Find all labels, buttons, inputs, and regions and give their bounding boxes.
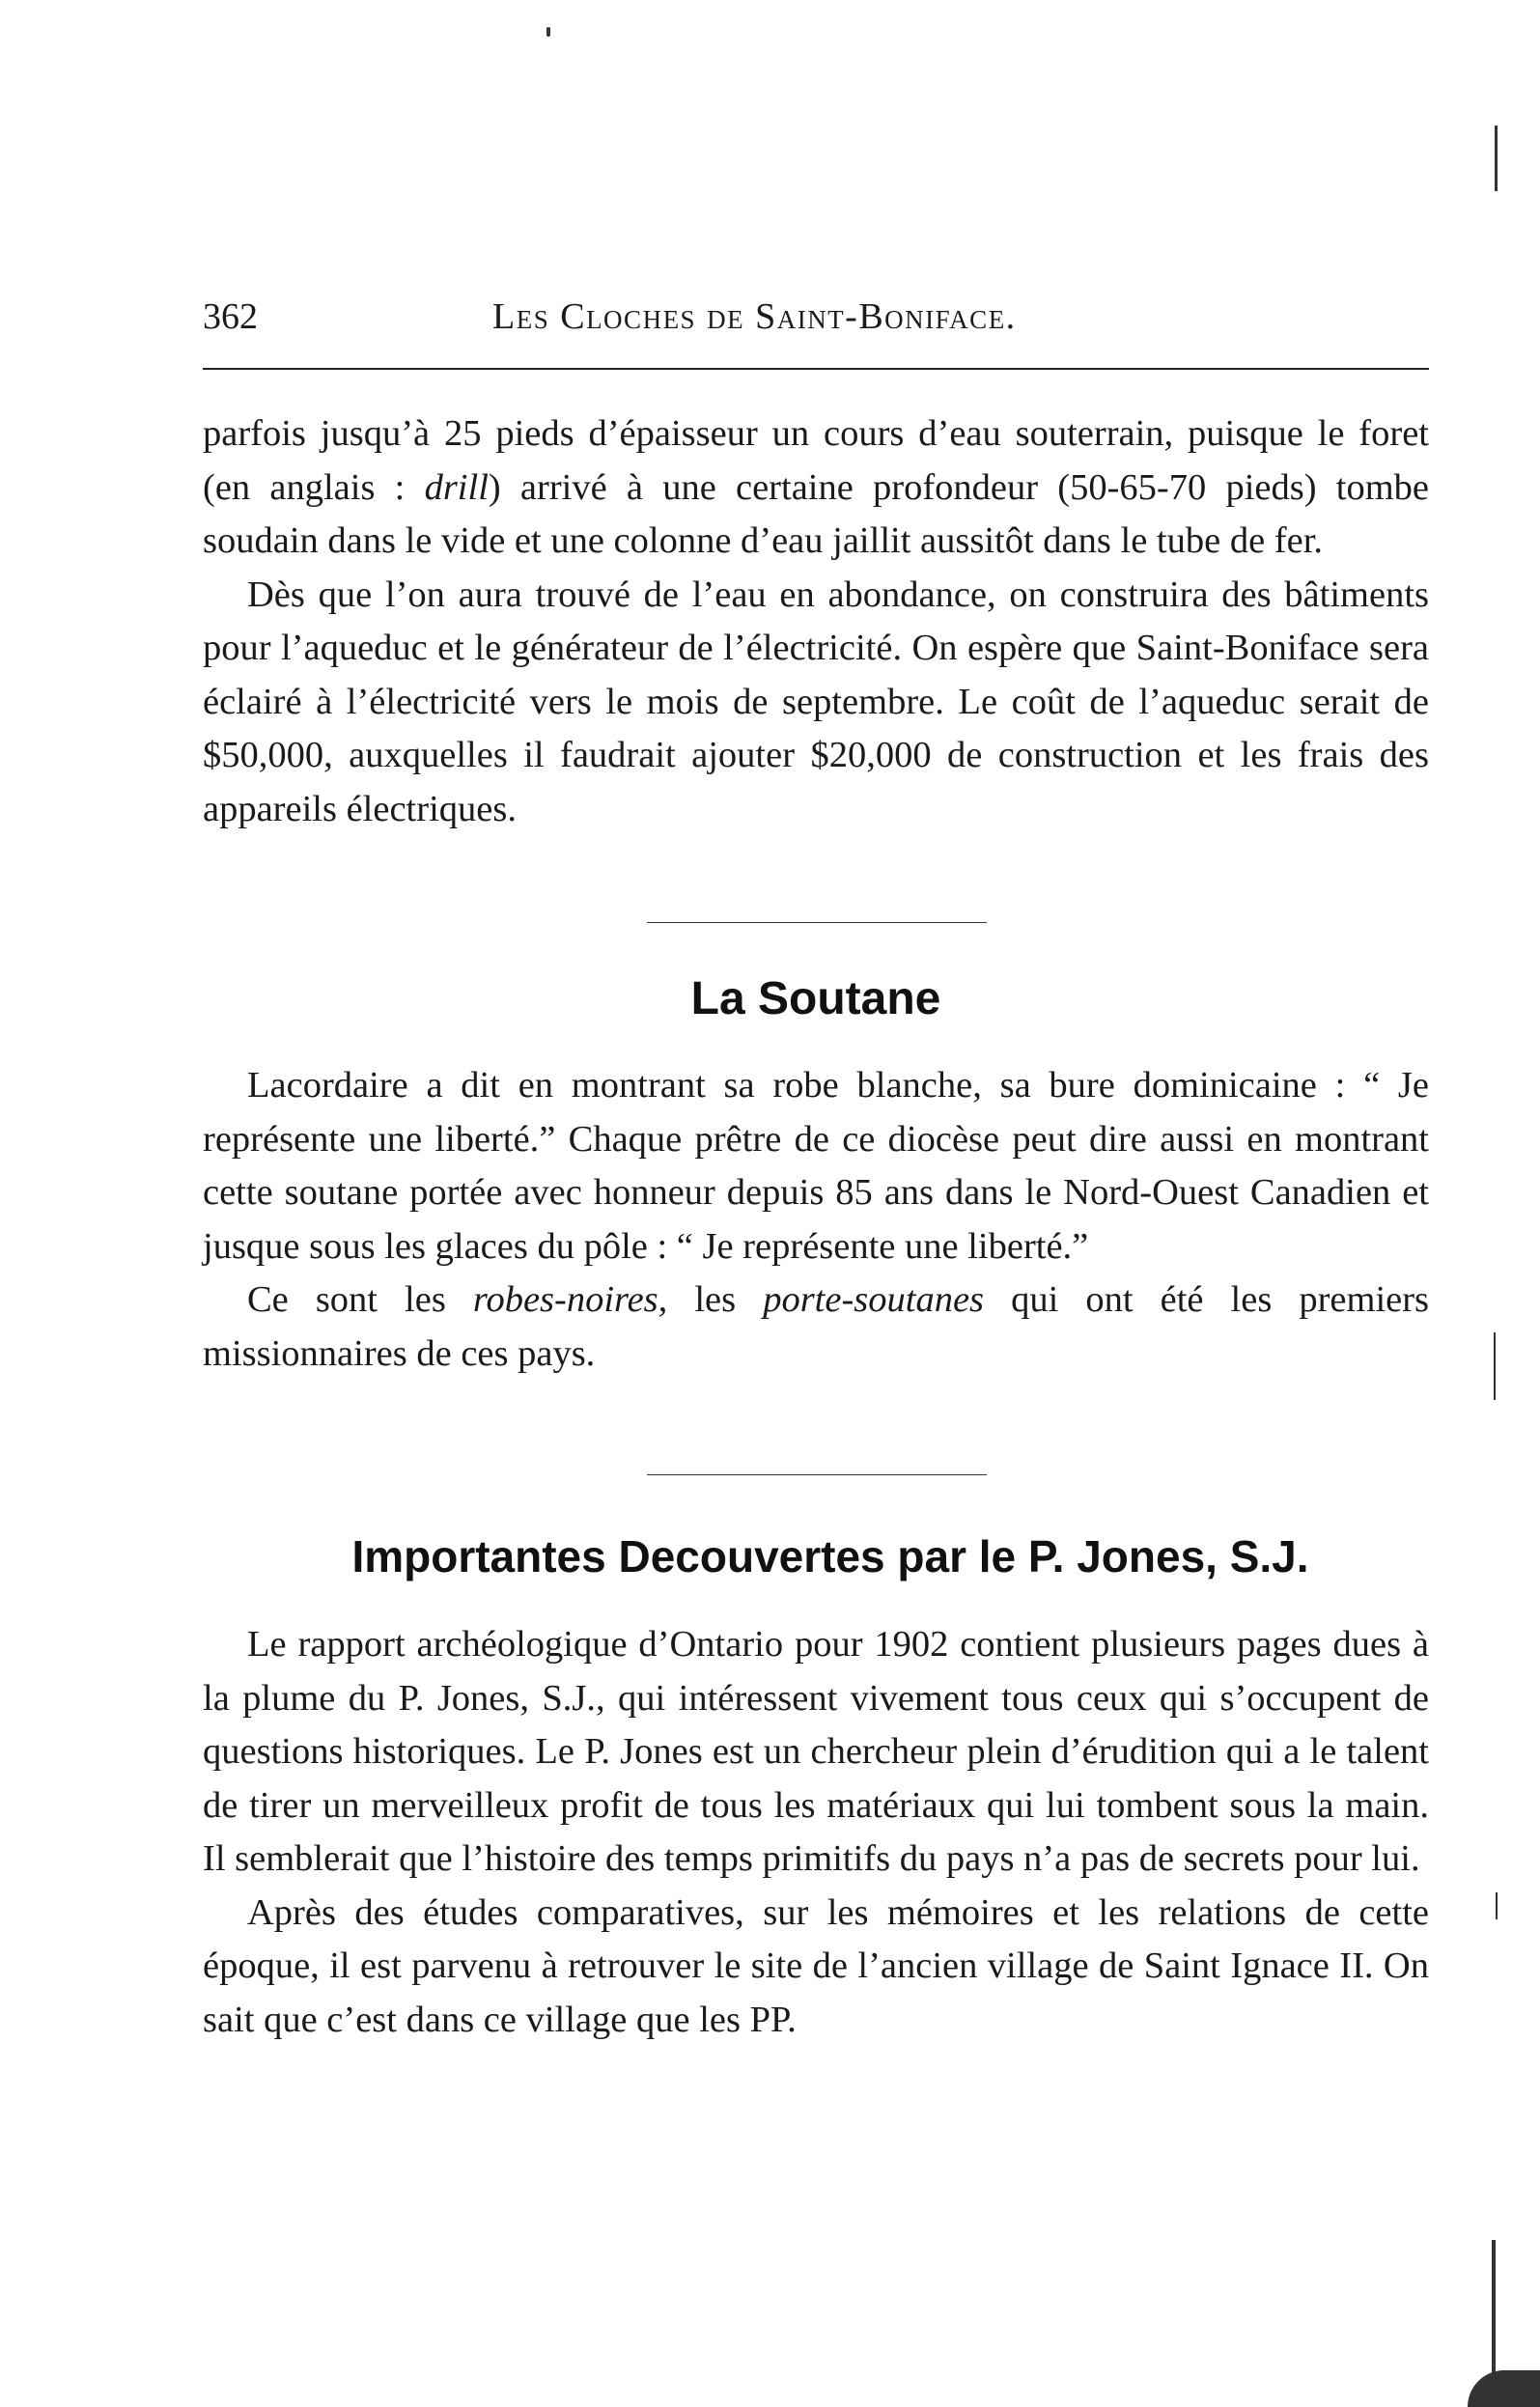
italic-term: robes-noires, <box>472 1279 668 1320</box>
paragraph-text: qui ont été les premiers missionnaires de ces pays. <box>203 1279 1430 1374</box>
paragraph-text: ) arrivé à une certaine profondeur (50-65-70 pieds) tombe soudain dans le vide et une colonne d’eau jaillit aussitôt dans le tube de fer. <box>203 466 1429 561</box>
scan-mark <box>1494 1332 1496 1400</box>
section-heading-soutane: La Soutane <box>690 973 941 1024</box>
section-divider <box>647 1474 987 1475</box>
paragraph-text: les <box>694 1279 737 1320</box>
section-divider <box>647 922 987 923</box>
scan-mark <box>1468 2370 1540 2407</box>
page-header <box>203 288 1429 346</box>
paragraph: Lacordaire a dit en montrant sa robe blanche, sa bure dominicaine : “ Je représente une liberté.” Chaque prêtre de ce diocèse peut dire aussi en montrant cette soutane portée avec honneur depuis 85 ans dans le Nord-Ouest Canadien et jusque sous les glaces du pôle : “ Je représente une liberté.” <box>203 1065 1429 1267</box>
text-block-aqueduct <box>203 407 1429 836</box>
scan-mark <box>1495 126 1498 191</box>
italic-term: porte-soutanes <box>763 1279 985 1320</box>
page-number: 362 <box>203 296 258 337</box>
text-block-soutane <box>203 1059 1429 1381</box>
paragraph: Après des études comparatives, sur les mémoires et les relations de cette époque, il est parvenu à retrouver le site de l’ancien village de Saint Ignace II. On sait que c’est dans ce village que les PP. <box>203 1891 1429 2040</box>
running-title: Les Cloches de Saint-Boniface. <box>492 296 1017 337</box>
paragraph: Le rapport archéologique d’Ontario pour 1902 contient plusieurs pages dues à la plume du P. Jones, S.J., qui intéressent vivement tous ceux qui s’occupent de questions historiques. Le P. Jones est un chercheur plein d’érudition qui a le talent de tirer un merveilleux profit de tous les matériaux qui lui tombent sous la main. Il semblerait que l’histoire des temps primitifs du pays n’a pas de secrets pour lui. <box>203 1624 1429 1879</box>
italic-term: drill <box>424 466 489 508</box>
scan-mark <box>546 27 550 37</box>
paragraph <box>203 407 1429 569</box>
scan-mark <box>1496 1892 1498 1919</box>
paragraph-text: Ce sont les <box>247 1279 446 1320</box>
header-rule <box>203 368 1429 370</box>
paragraph: Dès que l’on aura trouvé de l’eau en abondance, on construira des bâtiments pour l’aqueduc et le générateur de l’électricité. On espère que Saint-Boniface sera éclairé à l’électricité vers le mois de septembre. Le coût de l’aqueduc serait de $50,000, auxquelles il faudrait ajouter $20,000 de construction et les frais des appareils électriques. <box>203 574 1429 829</box>
paragraph <box>203 1273 1429 1381</box>
section-heading-jones: Importantes Decouvertes par le P. Jones, S.J. <box>351 1531 1309 1581</box>
paragraph-text: parfois jusqu’à 25 pieds d’épaisseur un cours d’eau souterrain, puisque le foret (en anglais : <box>203 413 1429 508</box>
text-block-jones <box>203 1618 1429 2047</box>
